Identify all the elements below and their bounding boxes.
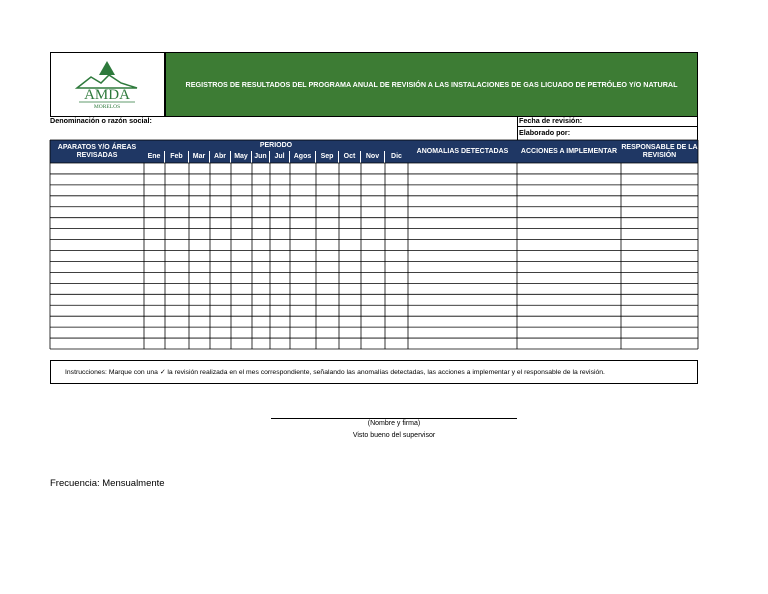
- col-header-anomalies: ANOMALIAS DETECTADAS: [408, 140, 517, 163]
- month-header-jun: Jun: [252, 151, 270, 163]
- month-header-mar: Mar: [189, 151, 210, 163]
- month-header-nov: Nov: [361, 151, 385, 163]
- signature-name-label: (Nombre y firma): [367, 420, 421, 427]
- logo-text: AMDA: [84, 87, 130, 103]
- month-header-sep: Sep: [316, 151, 339, 163]
- month-header-jul: Jul: [270, 151, 290, 163]
- frequency-label: Frecuencia: Mensualmente: [50, 478, 165, 489]
- month-header-may: May: [231, 151, 252, 163]
- col-header-areas: APARATOS Y/O ÁREAS REVISADAS: [50, 140, 144, 163]
- prepared-by-label: Elaborado por:: [519, 128, 571, 137]
- col-header-actions: ACCIONES A IMPLEMENTAR: [517, 140, 621, 163]
- month-header-oct: Oct: [339, 151, 361, 163]
- signature-line: [271, 418, 517, 419]
- logo-subtext: MORELOS: [93, 104, 121, 110]
- month-header-feb: Feb: [165, 151, 189, 163]
- col-header-responsible: RESPONSABLE DE LA REVISIÓN: [621, 140, 698, 163]
- company-name-label: Denominación o razón social:: [50, 116, 152, 125]
- col-header-period: PERIODO: [144, 140, 408, 151]
- month-header-aug: Agos: [290, 151, 316, 163]
- title-text: REGISTROS DE RESULTADOS DEL PROGRAMA ANUAL DE REVISIÓN A LAS INSTALACIONES DE GAS LICUADO DE PETRÓLEO Y/O NATURAL: [185, 80, 678, 89]
- supervisor-approval-label: Visto bueno del supervisor: [352, 432, 436, 439]
- instructions-text: Instrucciones: Marque con una ✓ la revisión realizada en el mes correspondiente, señalando las anomalías detectadas, las acciones a implementar y el responsable de la revisión.: [65, 369, 605, 376]
- instructions-box: [50, 360, 698, 384]
- month-header-jan: Ene: [144, 151, 165, 163]
- month-header-apr: Abr: [210, 151, 231, 163]
- month-header-dec: Dic: [385, 151, 408, 163]
- review-date-label: Fecha de revisión:: [519, 116, 583, 125]
